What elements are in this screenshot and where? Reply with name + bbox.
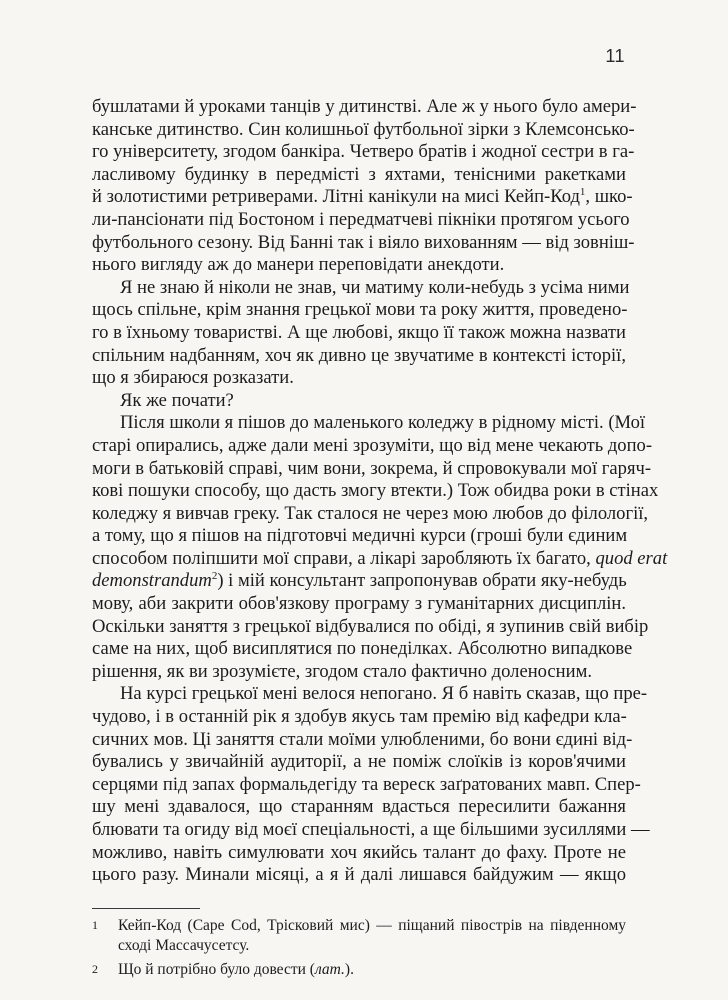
text-line: чудово, і в останній рік я здобув якусь там премію від кафедри кла- [92, 706, 627, 728]
text-line: На курсі грецької мені велося непогано. Я б навіть сказав, що пре- [120, 683, 648, 705]
footnotes [92, 916, 626, 980]
text-line [92, 547, 668, 571]
text-line: цього разу. Минали місяці, а я й далі лишався байдужим — якщо [92, 864, 626, 886]
text-line: серцями під запах формальдегіду та вереск заґратованих мавп. Спер- [92, 773, 641, 795]
text-segment: й золотистими ретриверами. Літні канікули на мисі Кейп-Код [92, 186, 580, 208]
text-line: бувались у звичайній аудиторії, а не поміж слоїків із коров'ячими [92, 751, 626, 773]
footnote-mark: 1 [92, 918, 98, 932]
text-line: старі опирались, адже дали мені зрозуміти, що від мене чекають допо- [92, 434, 653, 456]
text-line: канське дитинство. Син колишньої футбольної зірки з Клемсонсько- [92, 118, 635, 140]
text-line: мову, аби закрити обов'язкову програму з гуманітарних дисциплін. [92, 593, 626, 615]
text-line: спільним надбанням, хоч як дивно це звучатиме в контексті історії, [92, 344, 626, 366]
text-line: а тому, що я пішов на підготовчі медичні курси (гроші були єдиним [92, 525, 628, 547]
footnote-text [118, 960, 626, 980]
text-segment: Що й потрібно було довести ( [118, 961, 315, 978]
body-text [92, 96, 668, 887]
text-line [92, 186, 633, 209]
text-line: що я збираюся розказати. [92, 367, 294, 389]
text-line: блювати та огиду від моєї спеціальності, а ще більшими зусиллями — [92, 819, 650, 840]
text-line: саме на них, щоб висиплятися по понеділках. Абсолютно випадкове [92, 638, 633, 660]
footnote-ref-1: 1 [579, 186, 586, 199]
footnote-2 [92, 960, 626, 980]
footnote-ref-2: 2 [211, 570, 218, 583]
text-segment: ). [344, 961, 354, 978]
page-number: 11 [605, 46, 625, 66]
text-line: Оскільки заняття з грецької відбувалися по обіді, я зупинив свій вибір [92, 615, 649, 637]
text-line: Як же почати? [120, 389, 234, 411]
footnote-1 [92, 916, 626, 955]
latin-abbrev: лат. [314, 961, 345, 978]
text-line: го в їхньому товаристві. А ще любові, якщо її також можна назвати [92, 321, 626, 343]
text-line: нього вигляду аж до манери переповідати анекдоти. [92, 254, 505, 276]
footnote-text: Кейп-Код (Cape Cod, Трісковий мис) — піщаний півострів на південному сході Массачусетсу. [118, 917, 626, 954]
text-line: сичних мов. Ці заняття стали моїми улюбленими, бо вони єдині від- [92, 728, 633, 750]
text-line: щось спільне, крім знання грецької мови та року життя, проведено- [92, 299, 628, 321]
text-line: бушлатами й уроками танців у дитинстві. Але ж у нього було амери- [92, 96, 637, 117]
text-line: футбольного сезону. Від Банні так і віяло вихованням — від зовніш- [92, 231, 635, 253]
text-line: ли-пансіонати під Бостоном і передматчеві пікніки протягом усього [92, 208, 630, 230]
latin-phrase: demonstrandum [92, 570, 212, 592]
text-line: ласливому будинку в передмісті з яхтами, тенісними ракетками [92, 163, 626, 185]
text-line: моги в батьковій справі, чим вони, зокрема, й спровокували мої гаряч- [92, 457, 652, 479]
text-segment: способом поліпшити мої справи, а лікарі заробляють їх багато, [92, 547, 596, 569]
text-line: Я не знаю й ніколи не знав, чи матиму коли-небудь з усіма ними [120, 276, 630, 298]
text-line [92, 570, 626, 593]
footnote-divider [92, 908, 200, 909]
text-line: Після школи я пішов до маленького коледжу в рідному місті. (Мої [120, 412, 646, 434]
text-line: рішення, як ви зрозумієте, згодом стало фактично доленосним. [92, 660, 592, 682]
text-line: коледжу я вивчав греку. Так сталося не через мою любов до філології, [92, 502, 649, 524]
latin-phrase: quod erat [595, 547, 668, 569]
text-line: можливо, навіть симулювати хоч якийсь талант до фаху. Проте не [92, 841, 626, 863]
text-segment: , шко- [585, 186, 633, 208]
text-line: го університету, згодом банкіра. Четверо братів і жодної сестри в га- [92, 141, 635, 163]
text-segment: ) і мій консультант запропонував обрати яку-небудь [217, 570, 627, 592]
footnote-mark: 2 [92, 962, 98, 976]
text-line: шу мені здавалося, що старанням вдасться пересилити бажання [92, 796, 626, 818]
text-line: кові пошуки способу, що дасть змогу втекти.) Тож обидва роки в стінах [92, 480, 659, 502]
